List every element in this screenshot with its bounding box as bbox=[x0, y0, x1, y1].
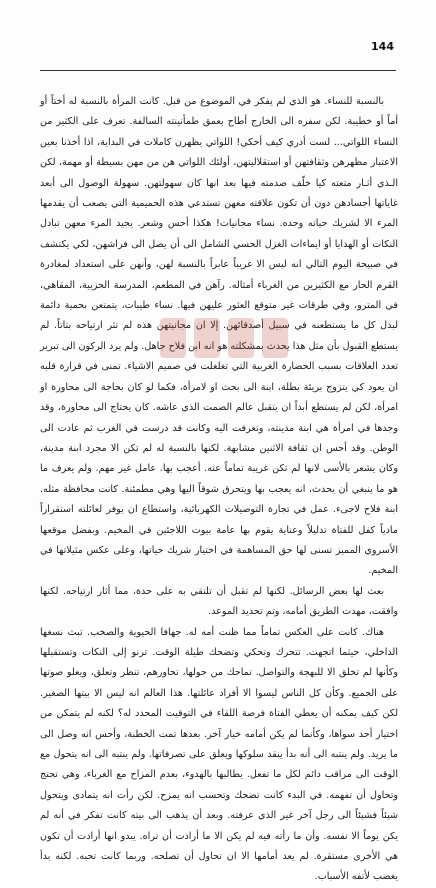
page-number: 144 bbox=[371, 40, 394, 53]
header-rule bbox=[40, 70, 396, 71]
body-text bbox=[40, 92, 398, 883]
paragraph: بالنسبة للنساء. هو الذي لم يفكر في الموضوع من قبل. كانت المرأة بالنسبة له أختاً أو أماً أو خطيبة. لكن سفره الى الخارج أطاح بعمق طمأنينته السالفة. تعرف على الكثير من النساء اللواتي... لست أدري كيف أحكي! اللواتي يظهرن كاملات في البداية، اذا أخذنا بعين الاعتبار مظهرهن وثقافتهن أو استقلاليتهن، أولئك اللواتي هن من مهن بسيطة أو مهمة، لكن الـذي أثـار متعته كيا خلّف صدمته فيها بعد انها كان سهولتهن. سهولة الوصول الى أبعد غاياتها أجسادهن دون أن تكون علاقته معهن تستدعي هذه الحميمية التي يصعب أن يقدمها المرء الا لشريك حياته وحده. نساء مجانيات! هكذا أحس وشعر. يجيد المرء معهن تبادل النكات أو الهدايا أو ايماءات الغزل الحسي الشامل الى أن يصل الى فراشهن، لكي يكتشف في صبيحة اليوم التالي انه ليس الا غريباً عابراً بالنسبة لهن، وأنهن على استعداد لمغادرة القرم الحار مع الكثيرين من الغرباء أمثاله. رآهن في المطعم، المدرسة الحزبية، المقاهي، في المترو، وفي طرقات غير متوقع العثور عليهن فيها. نساء طيبات، يتمتعن بحمية دائمة لبذل كل ما يستطعنه في سبيل أصدقائهن. إلا ان مجانيتهن هذه لم تثر ارتياحه بتاتاً. لم يستطع القبول بأن مثل هذا يحدث بمشكلته هو انه ابن فلاح جاهل. ولم يرد الركون الى تبرير تعدد العلاقات بسبب الحضارة الغربية التي تغلغلت في صميم الاشياء. تمنى في قرارة قلبه ان يعود كي يتزوج بريئة بطلة، ابنة الى بحث او لامرأة، فكما لو كان بحاجة الى محاورة او امرأة، لكن لم يستطع أبداً ان يتقبل عالم الصمت الذي عاشه. كان يحتاج الى محاورة، وقد وجدها في امرأة هي ابنة مدينته، وتعرفت اليه وكانت قد درست في الغرب ثم عادت الى الوطن. وقد أحس ان ثقافة الاثنين مشابهة. لكنها بالنسبة له لم تكن الا مجرد ابنة مدينة، وكان يشعر بالأسى لانها لم تكن غريبة تماماً عنه. أعجب بها. عامل غير مهم. ولم يعرف ما هو ما ينبغي أن يحدث، انه يعجب بها ويتحرق شوقاً اليها وهي مطمئنة. كانت محافظة مثله. ابنة فلاح لاجىء. عمل في تجارة التوصيلات الكهربائية، واستطاع ان يوفر لعائلته استقراراً مادياً كفل للفتاة تدليلاً وعناية يقوم بها عامة بيوت اللاجئين في المخيم. وبفضل موقعها الأسروي المميز تسنى لها حق المساهمة في اختيار شريك حياتها، وعلى عكس مثيلاتها في المخيم. bbox=[40, 96, 398, 577]
paragraph: هناك. كانت على العكس تماماً مما ظنت أمه له. جهافا الحيوية والصخب. تبث نسغها الداخلي، حيثما اتجهت. تتحرك وتحكي وتضحك طيلة الوقت. ترنو إلى النكات وتستقبلها وكأنها لم تخلق الا للبهجة والتواصل. تماحك من حولها، تحاورهم، تنظر وتعلق، ويعلو صوتها على الجميع. وكأن كل الناس ليسوا الا أفراد عائلتها. هذا العالم انه ليس الا بيتها الصغير. لكن كيف يمكنه أن يعطي الفتاة فرصة اللقاء في التوقيت المحدد له؟ لكنه لم يتمكن من اختيار أحد سواها، وكأنما لم يكن أمامه خيار آخر. بعدها تمت الخطبة، وأحس انه وصل الى ما يريد. ولم ينتبه الى أنه بدأ ينقد سلوكها ويعلق على تصرفاتها. ولم ينتبه الى انه يتحول مع الوقت الى مراقب دائم لكل ما تفعل. يطالبها بالهدوء، بعدم المزاح مع الغرباء، وهي تحتج وتحاول أن تفهمه. في البدء كانت تضحك وتحسب انه يمزح. لكن رأت انه يتمادى ويتحول شيئاً فشيئاً الى رجل آخر غير الذي عرفته. وبعد أن يذهب الى بيته كانت تفكر في أنه لم يكن يوماً الا نفسه. وأن ما رأته فيه لم يكن الا ما أرادت أن تراه. يبدو انها أرادت أن تكون هي الأخرى مستقرة. لم يعد أمامها الا ان تحاول أن تصلحه. وربما كانت تحبه. لكنه بدأ يغضب لأتفه الأسباب. bbox=[40, 626, 398, 883]
paragraph: بعث لها بعض الرسائل. لكنها لم تقبل أن تلتقي به على حدة، مما أثار ارتياحه. لكنها وافقت، مهدت الطريق أمامه، وتم تحديد الموعد. bbox=[40, 585, 398, 618]
